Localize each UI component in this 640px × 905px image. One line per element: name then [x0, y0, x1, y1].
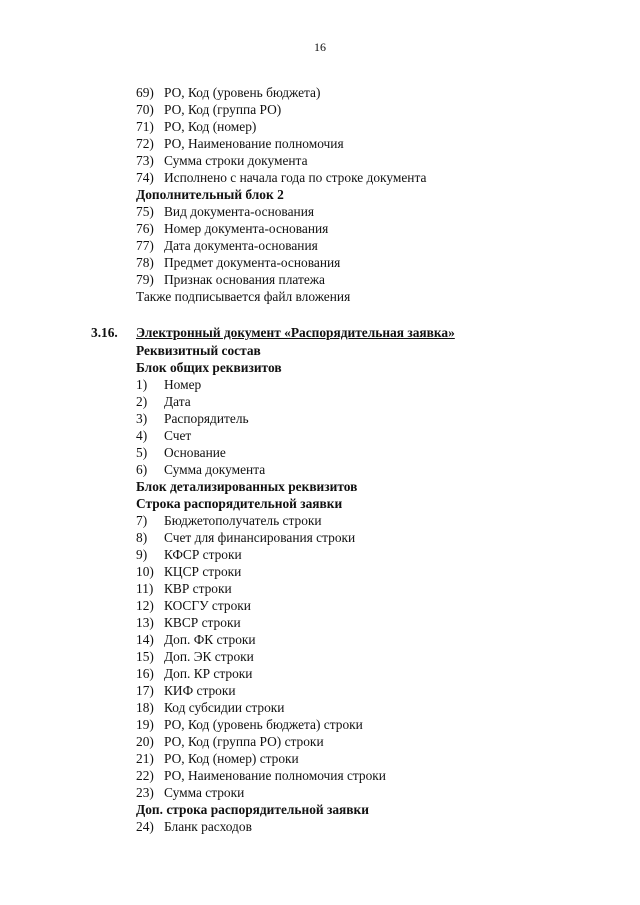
list-item — [136, 118, 596, 135]
item-text: Сумма строки документа — [164, 153, 308, 168]
list-item — [136, 597, 596, 614]
list-item — [136, 767, 596, 784]
item-number: 5) — [136, 445, 148, 460]
item-text: РО, Код (номер) строки — [164, 751, 299, 766]
item-text: РО, Код (группа РО) строки — [164, 734, 324, 749]
item-number: 10) — [136, 564, 154, 579]
item-text: Исполнено с начала года по строке документа — [164, 170, 427, 185]
list-item — [136, 784, 596, 801]
list-item — [136, 135, 596, 152]
item-number: 16) — [136, 666, 154, 681]
list-item — [136, 699, 596, 716]
item-text: Бланк расходов — [164, 819, 252, 834]
list-item — [136, 750, 596, 767]
item-text: КИФ строки — [164, 683, 236, 698]
detail-block-heading: Блок детализированных реквизитов — [136, 479, 358, 494]
list-item — [136, 220, 596, 237]
item-text: КЦСР строки — [164, 564, 242, 579]
attachment-note: Также подписывается файл вложения — [136, 289, 351, 304]
item-text: РО, Наименование полномочия — [164, 136, 344, 151]
item-number: 8) — [136, 530, 148, 545]
item-number: 21) — [136, 751, 154, 766]
item-number: 20) — [136, 734, 154, 749]
top-list-block — [136, 84, 596, 305]
composition-heading: Реквизитный состав — [136, 343, 261, 358]
list-item — [136, 512, 596, 529]
item-text: КВР строки — [164, 581, 232, 596]
item-number: 73) — [136, 153, 154, 168]
item-number: 3) — [136, 411, 148, 426]
item-number: 69) — [136, 85, 154, 100]
list-item — [136, 546, 596, 563]
item-number: 78) — [136, 255, 154, 270]
item-text: Дата документа-основания — [164, 238, 318, 253]
item-text: Номер документа-основания — [164, 221, 329, 236]
list-item — [136, 665, 596, 682]
item-number: 6) — [136, 462, 148, 477]
section-body — [136, 342, 596, 835]
subheading: Дополнительный блок 2 — [136, 187, 284, 202]
item-text: Доп. ФК строки — [164, 632, 256, 647]
item-text: Номер — [164, 377, 202, 392]
item-text: КФСР строки — [164, 547, 242, 562]
item-number: 76) — [136, 221, 154, 236]
item-text: КВСР строки — [164, 615, 241, 630]
item-number: 75) — [136, 204, 154, 219]
item-number: 70) — [136, 102, 154, 117]
item-number: 18) — [136, 700, 154, 715]
item-text: Предмет документа-основания — [164, 255, 341, 270]
item-text: РО, Наименование полномочия строки — [164, 768, 386, 783]
list-item — [136, 203, 596, 220]
item-text: Счет — [164, 428, 192, 443]
item-number: 74) — [136, 170, 154, 185]
list-item — [136, 580, 596, 597]
item-number: 72) — [136, 136, 154, 151]
item-text: КОСГУ строки — [164, 598, 251, 613]
item-number: 7) — [136, 513, 148, 528]
item-text: Вид документа-основания — [164, 204, 315, 219]
item-number: 19) — [136, 717, 154, 732]
item-text: Бюджетополучатель строки — [164, 513, 322, 528]
list-item — [136, 169, 596, 186]
list-item — [136, 410, 596, 427]
list-item — [136, 427, 596, 444]
item-text: Счет для финансирования строки — [164, 530, 356, 545]
list-item — [136, 101, 596, 118]
list-item — [136, 254, 596, 271]
list-item — [136, 563, 596, 580]
list-item — [136, 376, 596, 393]
item-text: Сумма строки — [164, 785, 245, 800]
item-text: Распорядитель — [164, 411, 249, 426]
item-number: 4) — [136, 428, 148, 443]
list-item — [136, 733, 596, 750]
list-item — [136, 529, 596, 546]
list-item — [136, 682, 596, 699]
common-block-heading: Блок общих реквизитов — [136, 360, 282, 375]
item-number: 22) — [136, 768, 154, 783]
section-heading — [91, 324, 611, 341]
item-text: Доп. ЭК строки — [164, 649, 254, 664]
item-number: 13) — [136, 615, 154, 630]
section-number: 3.16. — [91, 325, 118, 340]
item-text: РО, Код (уровень бюджета) — [164, 85, 321, 100]
item-number: 71) — [136, 119, 154, 134]
list-item — [136, 444, 596, 461]
list-item — [136, 84, 596, 101]
item-text: РО, Код (уровень бюджета) строки — [164, 717, 363, 732]
item-number: 14) — [136, 632, 154, 647]
item-number: 24) — [136, 819, 154, 834]
list-item — [136, 271, 596, 288]
list-item — [136, 614, 596, 631]
item-text: Доп. КР строки — [164, 666, 253, 681]
item-number: 79) — [136, 272, 154, 287]
list-item — [136, 237, 596, 254]
item-number: 77) — [136, 238, 154, 253]
page-number: 16 — [314, 40, 326, 54]
item-text: Код субсидии строки — [164, 700, 285, 715]
item-number: 12) — [136, 598, 154, 613]
item-number: 17) — [136, 683, 154, 698]
item-text: Основание — [164, 445, 226, 460]
item-text: Дата — [164, 394, 191, 409]
item-number: 23) — [136, 785, 154, 800]
item-text: РО, Код (группа РО) — [164, 102, 282, 117]
item-number: 11) — [136, 581, 154, 596]
item-text: РО, Код (номер) — [164, 119, 257, 134]
item-number: 2) — [136, 394, 148, 409]
list-item — [136, 631, 596, 648]
list-item — [136, 648, 596, 665]
row-block-heading: Строка распорядительной заявки — [136, 496, 343, 511]
item-text: Признак основания платежа — [164, 272, 325, 287]
list-item — [136, 818, 596, 835]
section-title: Электронный документ «Распорядительная заявка» — [136, 325, 455, 340]
extra-row-block-heading: Доп. строка распорядительной заявки — [136, 802, 369, 817]
list-item — [136, 152, 596, 169]
list-item — [136, 461, 596, 478]
item-number: 1) — [136, 377, 148, 392]
item-number: 9) — [136, 547, 148, 562]
item-text: Сумма документа — [164, 462, 266, 477]
item-number: 15) — [136, 649, 154, 664]
list-item — [136, 393, 596, 410]
list-item — [136, 716, 596, 733]
